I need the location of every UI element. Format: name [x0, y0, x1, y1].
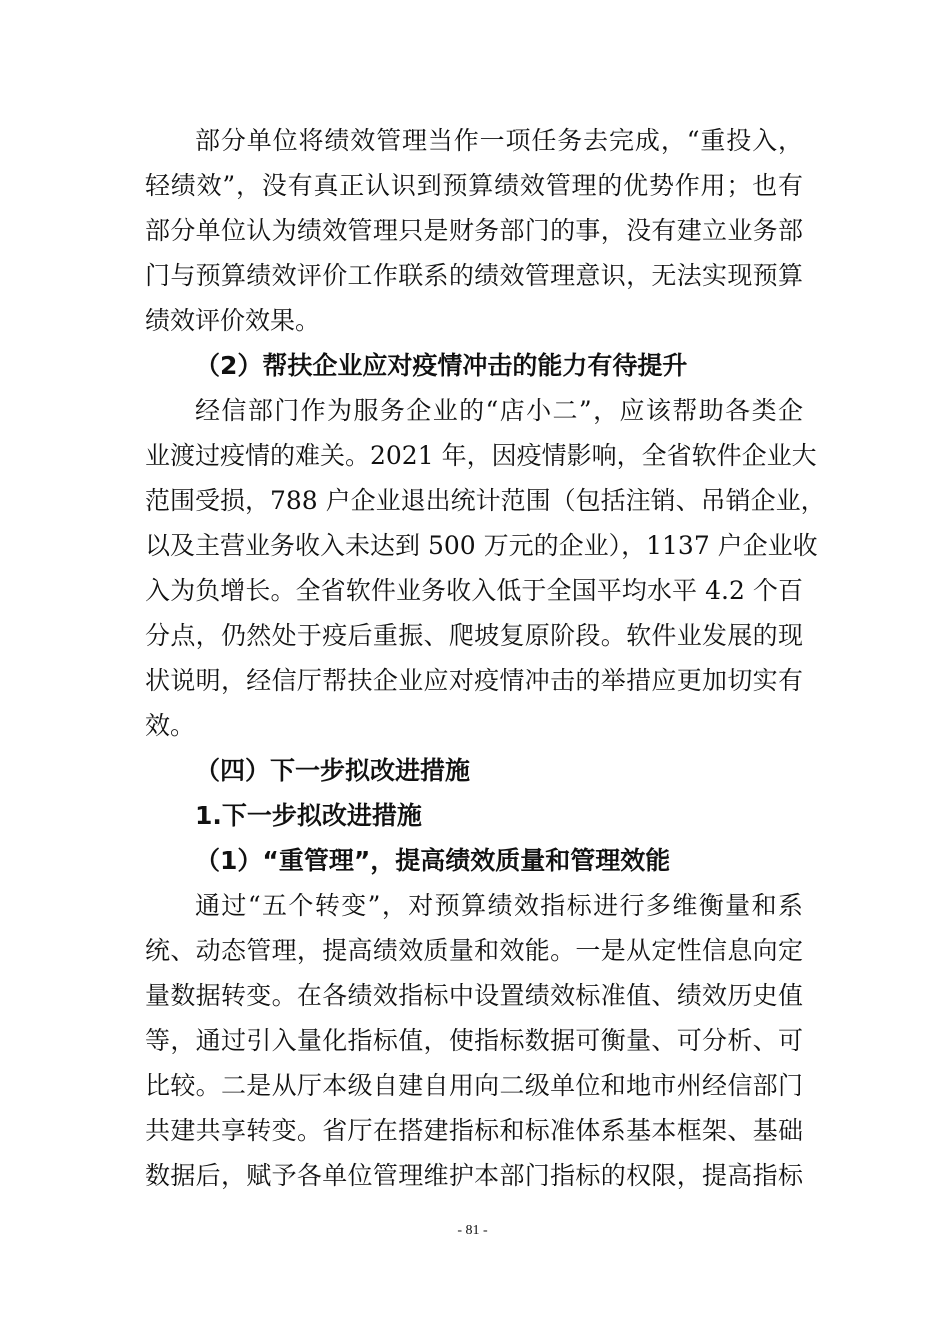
- paragraph-1-line-1: 部分单位将绩效管理当作一项任务去完成，“重投入，: [195, 126, 803, 155]
- paragraph-2-line-1: 经信部门作为服务企业的“店小二”，应该帮助各类企: [195, 396, 803, 425]
- paragraph-3-line-6: 共建共享转变。省厅在搭建指标和标准体系基本框架、基础: [145, 1116, 803, 1145]
- page-number: - 81 -: [457, 1223, 488, 1238]
- paragraph-3-line-2: 统、动态管理，提高绩效质量和效能。一是从定性信息向定: [145, 936, 803, 965]
- paragraph-1-line-4: 门与预算绩效评价工作联系的绩效管理意识，无法实现预算: [145, 261, 803, 290]
- paragraph-3-line-5: 比较。二是从厅本级自建自用向二级单位和地市州经信部门: [145, 1071, 803, 1100]
- paragraph-2-line-6: 分点，仍然处于疫后重振、爬坡复原阶段。软件业发展的现: [145, 621, 803, 650]
- paragraph-3-line-1: 通过“五个转变”，对预算绩效指标进行多维衡量和系: [195, 891, 803, 920]
- section-heading-4: （四）下一步拟改进措施: [195, 756, 471, 785]
- paragraph-3-line-3: 量数据转变。在各绩效指标中设置绩效标准值、绩效历史值: [145, 981, 803, 1010]
- paragraph-2-line-5: 入为负增长。全省软件业务收入低于全国平均水平 4.2 个百: [145, 576, 803, 605]
- paragraph-2-line-3: 范围受损，788 户企业退出统计范围（包括注销、吊销企业，: [145, 486, 826, 515]
- paragraph-1-line-3: 部分单位认为绩效管理只是财务部门的事，没有建立业务部: [145, 216, 803, 245]
- paragraph-2-line-7: 状说明，经信厅帮扶企业应对疫情冲击的举措应更加切实有: [145, 666, 803, 695]
- subheading-2: （2）帮扶企业应对疫情冲击的能力有待提升: [195, 351, 688, 380]
- paragraph-2-line-8: 效。: [145, 711, 196, 740]
- paragraph-3-line-7: 数据后，赋予各单位管理维护本部门指标的权限，提高指标: [145, 1161, 803, 1190]
- paragraph-3-line-4: 等，通过引入量化指标值，使指标数据可衡量、可分析、可: [145, 1026, 803, 1055]
- subheading-1: 1.下一步拟改进措施: [195, 801, 422, 830]
- subheading-1-1: （1）“重管理”，提高绩效质量和管理效能: [195, 846, 671, 875]
- paragraph-2-line-2: 业渡过疫情的难关。2021 年，因疫情影响，全省软件企业大: [145, 441, 817, 470]
- paragraph-1-line-2: 轻绩效”，没有真正认识到预算绩效管理的优势作用；也有: [145, 171, 803, 200]
- paragraph-1-line-5: 绩效评价效果。: [145, 306, 321, 335]
- paragraph-2-line-4: 以及主营业务收入未达到 500 万元的企业），1137 户企业收: [145, 531, 818, 560]
